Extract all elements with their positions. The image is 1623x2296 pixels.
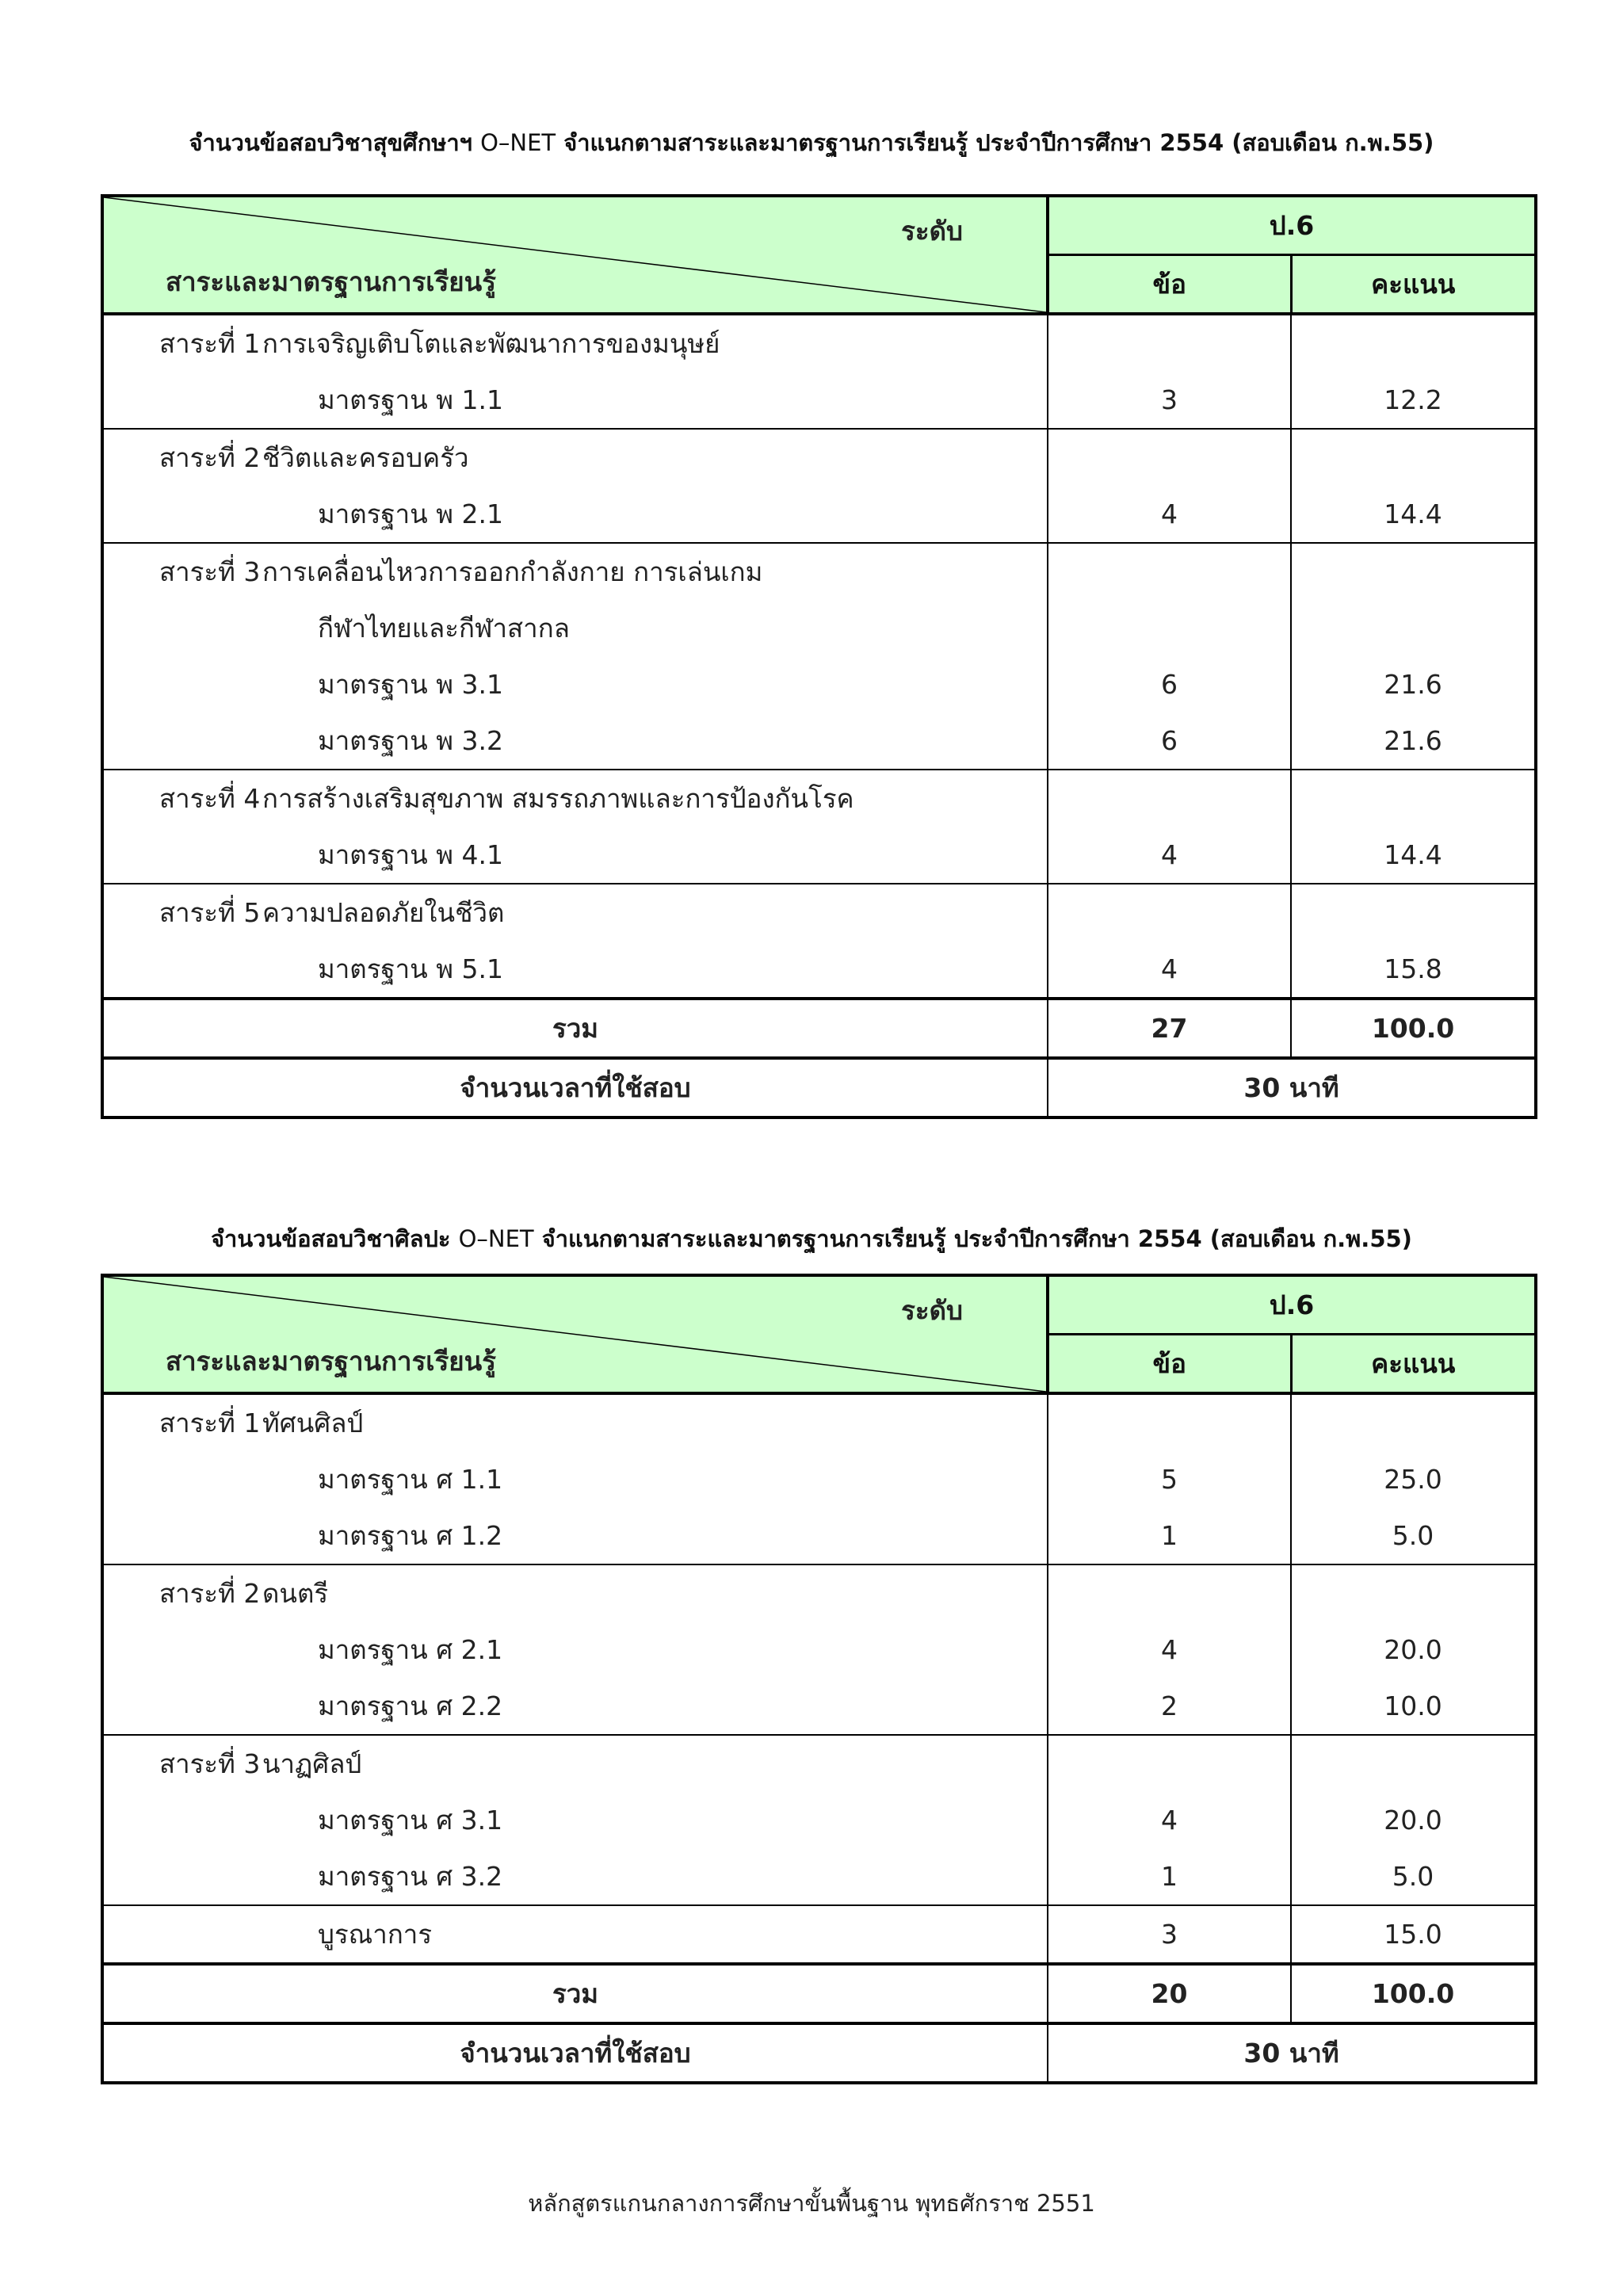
strand-number: สาระที่ 4	[159, 783, 261, 814]
standard-cell	[102, 486, 1048, 543]
standard-cell	[102, 884, 1048, 941]
table1-time-value: 30 นาที	[1048, 1058, 1536, 1117]
strand-name: ความปลอดภัยในชีวิต	[262, 897, 505, 928]
items-cell	[1048, 1393, 1291, 1451]
table-row	[102, 1451, 1536, 1507]
score-cell: 12.2	[1291, 372, 1536, 429]
table2-items-header: ข้อ	[1048, 1335, 1291, 1394]
standard-name: มาตรฐาน พ 5.1	[318, 953, 503, 984]
table2-title-subject: จำนวนข้อสอบวิชาศิลปะ	[211, 1225, 451, 1252]
standard-name: มาตรฐาน พ 2.1	[318, 499, 503, 529]
table2-title-onet: O–NET	[458, 1225, 534, 1252]
table1-level-label: ระดับ	[901, 216, 963, 246]
standard-cell	[102, 600, 1048, 656]
score-cell: 5.0	[1291, 1507, 1536, 1564]
table-row	[102, 941, 1536, 999]
standard-name: มาตรฐาน พ 4.1	[318, 839, 503, 870]
table1-title-desc: จำแนกตามสาระและมาตรฐานการเรียนรู้ ประจำปีการศึกษา 2554 (สอบเดือน ก.พ.55)	[563, 129, 1434, 156]
table2-time-value: 30 นาที	[1048, 2023, 1536, 2083]
strand-number: สาระที่ 3	[159, 1748, 261, 1779]
score-cell	[1291, 429, 1536, 486]
table2-time-label: จำนวนเวลาที่ใช้สอบ	[102, 2023, 1048, 2083]
items-cell: 5	[1048, 1451, 1291, 1507]
table2-score-header: คะแนน	[1291, 1335, 1536, 1394]
score-cell: 5.0	[1291, 1848, 1536, 1905]
table1-title-subject: จำนวนข้อสอบวิชาสุขศึกษาฯ	[189, 129, 472, 156]
table2-grade-header: ป.6	[1048, 1275, 1536, 1335]
items-cell	[1048, 1564, 1291, 1622]
standard-cell	[102, 314, 1048, 372]
table1-total-row	[102, 999, 1536, 1058]
table-row	[102, 884, 1536, 941]
items-cell: 3	[1048, 372, 1291, 429]
score-cell: 14.4	[1291, 827, 1536, 884]
table2-standard-label: สาระและมาตรฐานการเรียนรู้	[166, 1346, 496, 1377]
table-row	[102, 1848, 1536, 1905]
table1-score-header: คะแนน	[1291, 255, 1536, 315]
standard-name: มาตรฐาน พ 3.1	[318, 669, 503, 700]
score-cell	[1291, 770, 1536, 827]
strand-name: ชีวิตและครอบครัว	[262, 442, 469, 473]
table1-diagonal-header	[102, 196, 1048, 314]
table-row	[102, 1564, 1536, 1622]
strand-name: การเจริญเติบโตและพัฒนาการของมนุษย์	[262, 328, 720, 359]
items-cell: 4	[1048, 941, 1291, 999]
standard-name: มาตรฐาน ศ 3.1	[318, 1805, 503, 1836]
standard-cell	[102, 1622, 1048, 1678]
table1-total-score: 100.0	[1291, 999, 1536, 1058]
score-cell: 15.8	[1291, 941, 1536, 999]
strand-name: นาฏศิลป์	[262, 1748, 362, 1779]
standard-cell	[102, 372, 1048, 429]
table1-title-onet: O–NET	[480, 129, 556, 156]
strand-number: สาระที่ 1	[159, 1408, 261, 1438]
table-row	[102, 770, 1536, 827]
table2-diagonal-header	[102, 1275, 1048, 1393]
items-cell	[1048, 1735, 1291, 1792]
score-cell	[1291, 543, 1536, 600]
table-row	[102, 429, 1536, 486]
standard-cell	[102, 1451, 1048, 1507]
items-cell: 4	[1048, 1792, 1291, 1848]
strand-number: สาระที่ 2	[159, 442, 261, 473]
score-cell: 20.0	[1291, 1792, 1536, 1848]
strand-name: ทัศนศิลป์	[262, 1408, 364, 1438]
strand-number: สาระที่ 2	[159, 1578, 261, 1609]
page-footer: หลักสูตรแกนกลางการศึกษาขั้นพื้นฐาน พุทธศักราช 2551	[528, 2190, 1095, 2217]
table1-time-label: จำนวนเวลาที่ใช้สอบ	[102, 1058, 1048, 1117]
items-cell	[1048, 543, 1291, 600]
items-cell: 4	[1048, 827, 1291, 884]
table-row	[102, 600, 1536, 656]
table-row	[102, 1792, 1536, 1848]
strand-number: สาระที่ 3	[159, 556, 261, 587]
items-cell: 2	[1048, 1678, 1291, 1735]
items-cell: 6	[1048, 712, 1291, 770]
table-row	[102, 1622, 1536, 1678]
items-cell: 6	[1048, 656, 1291, 712]
score-cell: 20.0	[1291, 1622, 1536, 1678]
score-cell	[1291, 600, 1536, 656]
strand-name: การสร้างเสริมสุขภาพ สมรรถภาพและการป้องกันโรค	[262, 783, 854, 814]
standard-cell	[102, 656, 1048, 712]
standard-name: บูรณาการ	[318, 1919, 433, 1950]
standard-name: มาตรฐาน ศ 3.2	[318, 1861, 503, 1892]
table-row	[102, 543, 1536, 600]
table-row	[102, 314, 1536, 372]
table1-total-items: 27	[1048, 999, 1291, 1058]
strand-number: สาระที่ 5	[159, 897, 261, 928]
standard-name: มาตรฐาน ศ 1.1	[318, 1464, 503, 1495]
table2-time-row	[102, 2023, 1536, 2083]
table2	[101, 1274, 1537, 2084]
standard-name: มาตรฐาน พ 1.1	[318, 384, 503, 415]
score-cell: 10.0	[1291, 1678, 1536, 1735]
items-cell	[1048, 314, 1291, 372]
score-cell	[1291, 1393, 1536, 1451]
table-row	[102, 1678, 1536, 1735]
items-cell	[1048, 884, 1291, 941]
score-cell: 14.4	[1291, 486, 1536, 543]
score-cell	[1291, 1564, 1536, 1622]
table-row	[102, 1393, 1536, 1451]
standard-cell	[102, 1507, 1048, 1564]
items-cell	[1048, 770, 1291, 827]
table2-total-row	[102, 1964, 1536, 2023]
standard-cell	[102, 770, 1048, 827]
strand-name: การเคลื่อนไหวการออกกำลังกาย การเล่นเกม	[262, 556, 763, 587]
strand-name: ดนตรี	[262, 1578, 329, 1609]
items-cell: 3	[1048, 1905, 1291, 1964]
items-cell	[1048, 600, 1291, 656]
standard-name: มาตรฐาน ศ 2.1	[318, 1634, 503, 1665]
standard-cell	[102, 712, 1048, 770]
strand-number: สาระที่ 1	[159, 328, 261, 359]
table1-standard-label: สาระและมาตรฐานการเรียนรู้	[166, 266, 496, 297]
table1	[101, 194, 1537, 1119]
standard-cell	[102, 941, 1048, 999]
items-cell	[1048, 429, 1291, 486]
score-cell: 21.6	[1291, 656, 1536, 712]
score-cell: 25.0	[1291, 1451, 1536, 1507]
standard-cell	[102, 1848, 1048, 1905]
items-cell: 1	[1048, 1507, 1291, 1564]
standard-name: มาตรฐาน ศ 2.2	[318, 1690, 503, 1721]
standard-cell	[102, 543, 1048, 600]
table2-total-label: รวม	[102, 1964, 1048, 2023]
table1-grade-header: ป.6	[1048, 196, 1536, 255]
standard-cell	[102, 1393, 1048, 1451]
table-row	[102, 656, 1536, 712]
items-cell: 1	[1048, 1848, 1291, 1905]
table-row	[102, 1905, 1536, 1964]
table1-time-row	[102, 1058, 1536, 1117]
items-cell: 4	[1048, 1622, 1291, 1678]
table2-title	[0, 1221, 1623, 1257]
standard-cell	[102, 1735, 1048, 1792]
standard-name: มาตรฐาน ศ 1.2	[318, 1520, 503, 1551]
table2-total-items: 20	[1048, 1964, 1291, 2023]
standard-name: มาตรฐาน พ 3.2	[318, 725, 503, 756]
table-row	[102, 1735, 1536, 1792]
table1-title	[0, 124, 1623, 161]
score-cell	[1291, 884, 1536, 941]
table-row	[102, 486, 1536, 543]
table1-total-label: รวม	[102, 999, 1048, 1058]
score-cell: 21.6	[1291, 712, 1536, 770]
score-cell: 15.0	[1291, 1905, 1536, 1964]
table2-total-score: 100.0	[1291, 1964, 1536, 2023]
standard-name: กีฬาไทยและกีฬาสากล	[318, 613, 570, 644]
table-row	[102, 1507, 1536, 1564]
items-cell: 4	[1048, 486, 1291, 543]
table-row	[102, 712, 1536, 770]
table2-level-label: ระดับ	[901, 1295, 963, 1326]
score-cell	[1291, 1735, 1536, 1792]
standard-cell	[102, 429, 1048, 486]
table2-title-desc: จำแนกตามสาระและมาตรฐานการเรียนรู้ ประจำปีการศึกษา 2554 (สอบเดือน ก.พ.55)	[541, 1225, 1412, 1252]
score-cell	[1291, 314, 1536, 372]
table-row	[102, 372, 1536, 429]
standard-cell	[102, 1564, 1048, 1622]
standard-cell	[102, 1792, 1048, 1848]
standard-cell	[102, 827, 1048, 884]
table-row	[102, 827, 1536, 884]
standard-cell	[102, 1905, 1048, 1964]
standard-cell	[102, 1678, 1048, 1735]
table1-items-header: ข้อ	[1048, 255, 1291, 315]
